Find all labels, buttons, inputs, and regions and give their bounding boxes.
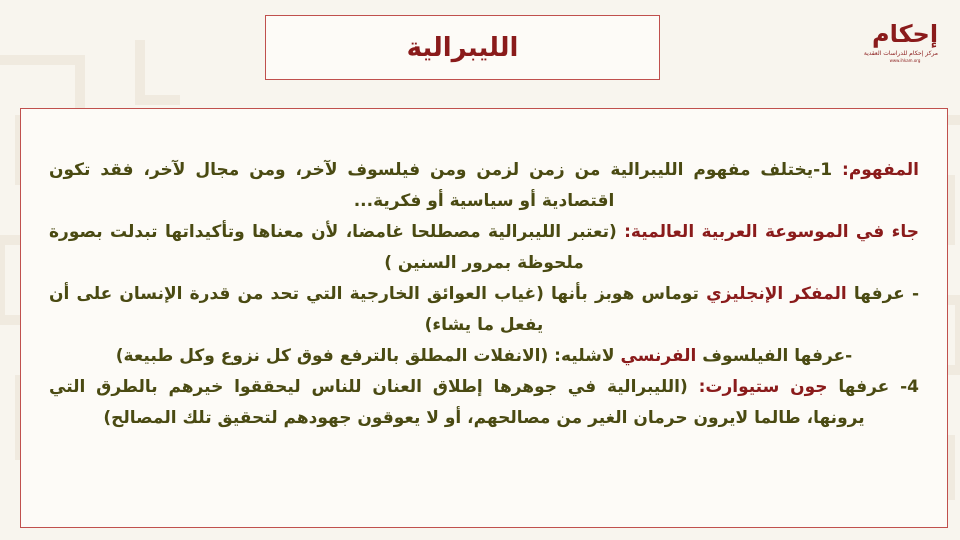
- paragraph-concept: [49, 155, 919, 217]
- paragraph-prefix: 4- عرفها: [827, 377, 919, 397]
- content-text: [49, 155, 919, 434]
- paragraph-label: المفهوم:: [842, 160, 919, 180]
- paragraph-hobbes: [49, 279, 919, 341]
- paragraph-mill: [49, 372, 919, 434]
- title-box: [265, 15, 660, 80]
- paragraph-text: 1-يختلف مفهوم الليبرالية من زمن لزمن ومن فيلسوف لآخر، ومن مجال لآخر، فقد تكون اقتصادية أو سياسية أو فكرية...: [49, 160, 843, 211]
- paragraph-text: (الليبرالية في جوهرها إطلاق العنان للناس ليحققوا خيرهم بالطرق التي يرونها، طالما لايرون حرمان الغير من مصالحهم، أو لا يعوقون جهودهم لتحقيق تلك المصالح): [49, 377, 865, 428]
- brand-logo: [863, 10, 939, 94]
- slide-title: الليبرالية: [406, 32, 519, 63]
- paragraph-label: جاء في الموسوعة العربية العالمية:: [624, 222, 919, 242]
- content-box: [20, 108, 948, 528]
- paragraph-lachelier: [49, 341, 919, 372]
- paragraph-text: لاشليه: (الانفلات المطلق بالترفع فوق كل نزوع وكل طبيعة): [115, 346, 621, 366]
- logo-mark: إحكام: [872, 20, 939, 48]
- paragraph-text: (تعتبر الليبرالية مصطلحا غامضا، لأن معناها وتأكيداتها تبدلت بصورة ملحوظة بمرور السنين ): [49, 222, 625, 273]
- paragraph-label: المفكر الإنجليزي: [706, 284, 847, 304]
- logo-tagline: www.ihkam.org: [889, 58, 921, 63]
- paragraph-encyclopedia: [49, 217, 919, 279]
- paragraph-text: توماس هوبز بأنها (غياب العوائق الخارجية التي تحد من قدرة الإنسان على أن يفعل ما يشاء): [49, 284, 707, 335]
- paragraph-label: الفرنسي: [620, 346, 697, 366]
- paragraph-label: جون ستيوارت:: [698, 377, 828, 397]
- paragraph-prefix: - عرفها: [846, 284, 919, 304]
- paragraph-prefix: -عرفها الفيلسوف: [696, 346, 853, 366]
- logo-subtitle: مركز إحكام للدراسات العقدية: [863, 50, 938, 57]
